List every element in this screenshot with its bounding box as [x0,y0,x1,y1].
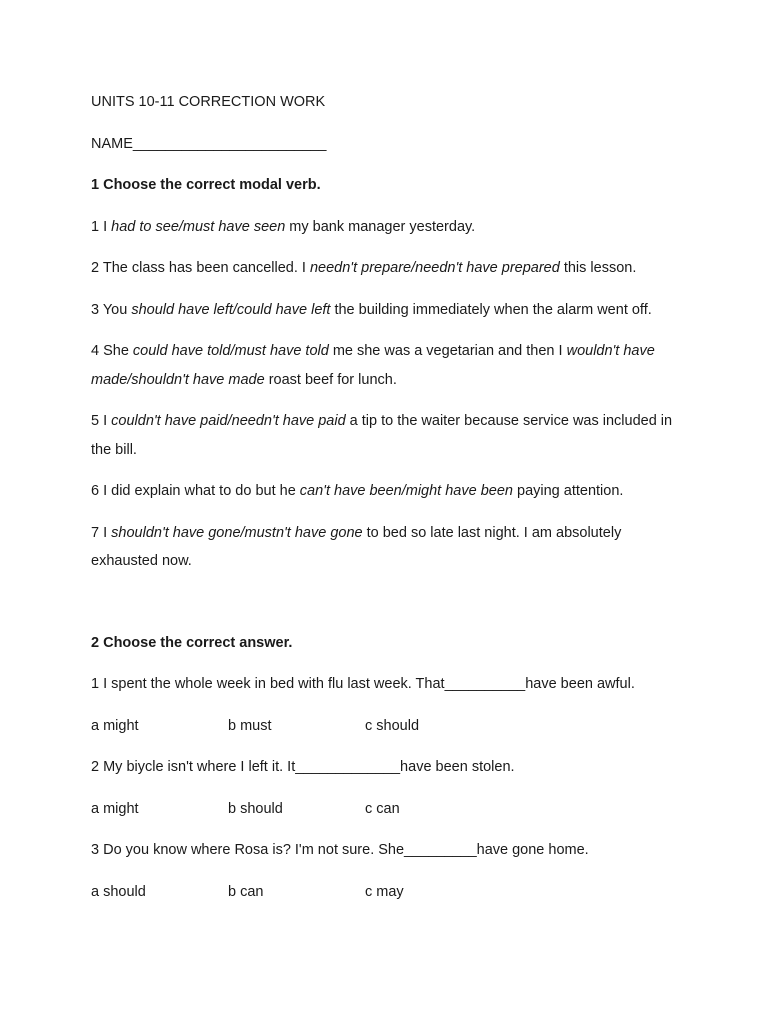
option-c: c can [365,800,400,817]
s2-question-3: 3 Do you know where Rosa is? I'm not sure. She_________have gone home. [91,842,589,858]
option-b: b should [228,800,283,817]
s2-question-1-options [91,712,691,741]
option-c: c should [365,717,420,734]
option-a: a might [91,800,139,817]
s2-question-2-options [91,795,691,824]
s1-item-3: 3 You should have left/could have left the building immediately when the alarm went off. [91,301,652,318]
s1-item-3-choice: should have left/could have left [131,301,331,318]
s1-item-6-choice: can't have been/might have been [299,483,513,499]
option-c: c may [365,883,404,900]
s2-question-1: 1 I spent the whole week in bed with flu last week. That__________have been awful. [91,676,635,692]
s1-item-1: 1 I had to see/must have seen my bank manager yesterday. [91,218,476,235]
worksheet-title: UNITS 10-11 CORRECTION WORK [91,94,326,110]
s1-item-7-choice: shouldn't have gone/mustn't have gone [111,524,363,541]
option-b: b can [228,883,264,900]
s1-item-4-choice-2: wouldn't have made/shouldn't have made [91,343,655,388]
section-1-heading: 1 Choose the correct modal verb. [91,177,321,193]
worksheet-page [91,88,691,919]
s1-item-7: 7 I shouldn't have gone/mustn't have gone to bed so late last night. I am absolutely exhausted now. [91,524,622,569]
s1-item-2-choice: needn't prepare/needn't have prepared [309,260,560,276]
s1-item-1-choice: had to see/must have seen [111,218,286,235]
s1-item-5-choice: couldn't have paid/needn't have paid [111,413,346,429]
s2-question-3-options [91,878,691,907]
s1-item-4-choice: could have told/must have told [132,343,329,359]
s1-item-2: 2 The class has been cancelled. I needn't prepare/needn't have prepared this lesson. [91,260,637,276]
section-2-heading: 2 Choose the correct answer. [91,634,293,651]
s2-question-2: 2 My biycle isn't where I left it. It_____________have been stolen. [91,759,515,775]
option-b: b must [228,717,272,734]
option-a: a should [91,883,146,900]
s1-item-4: 4 She could have told/must have told me she was a vegetarian and then I wouldn't have made/shouldn't have made roast beef for lunch. [91,343,655,388]
s1-item-5: 5 I couldn't have paid/needn't have paid a tip to the waiter because service was included in the bill. [91,413,673,458]
option-a: a might [91,717,139,734]
name-field-line: NAME________________________ [91,135,327,152]
s1-item-6: 6 I did explain what to do but he can't have been/might have been paying attention. [91,483,624,499]
section-gap [91,589,691,629]
